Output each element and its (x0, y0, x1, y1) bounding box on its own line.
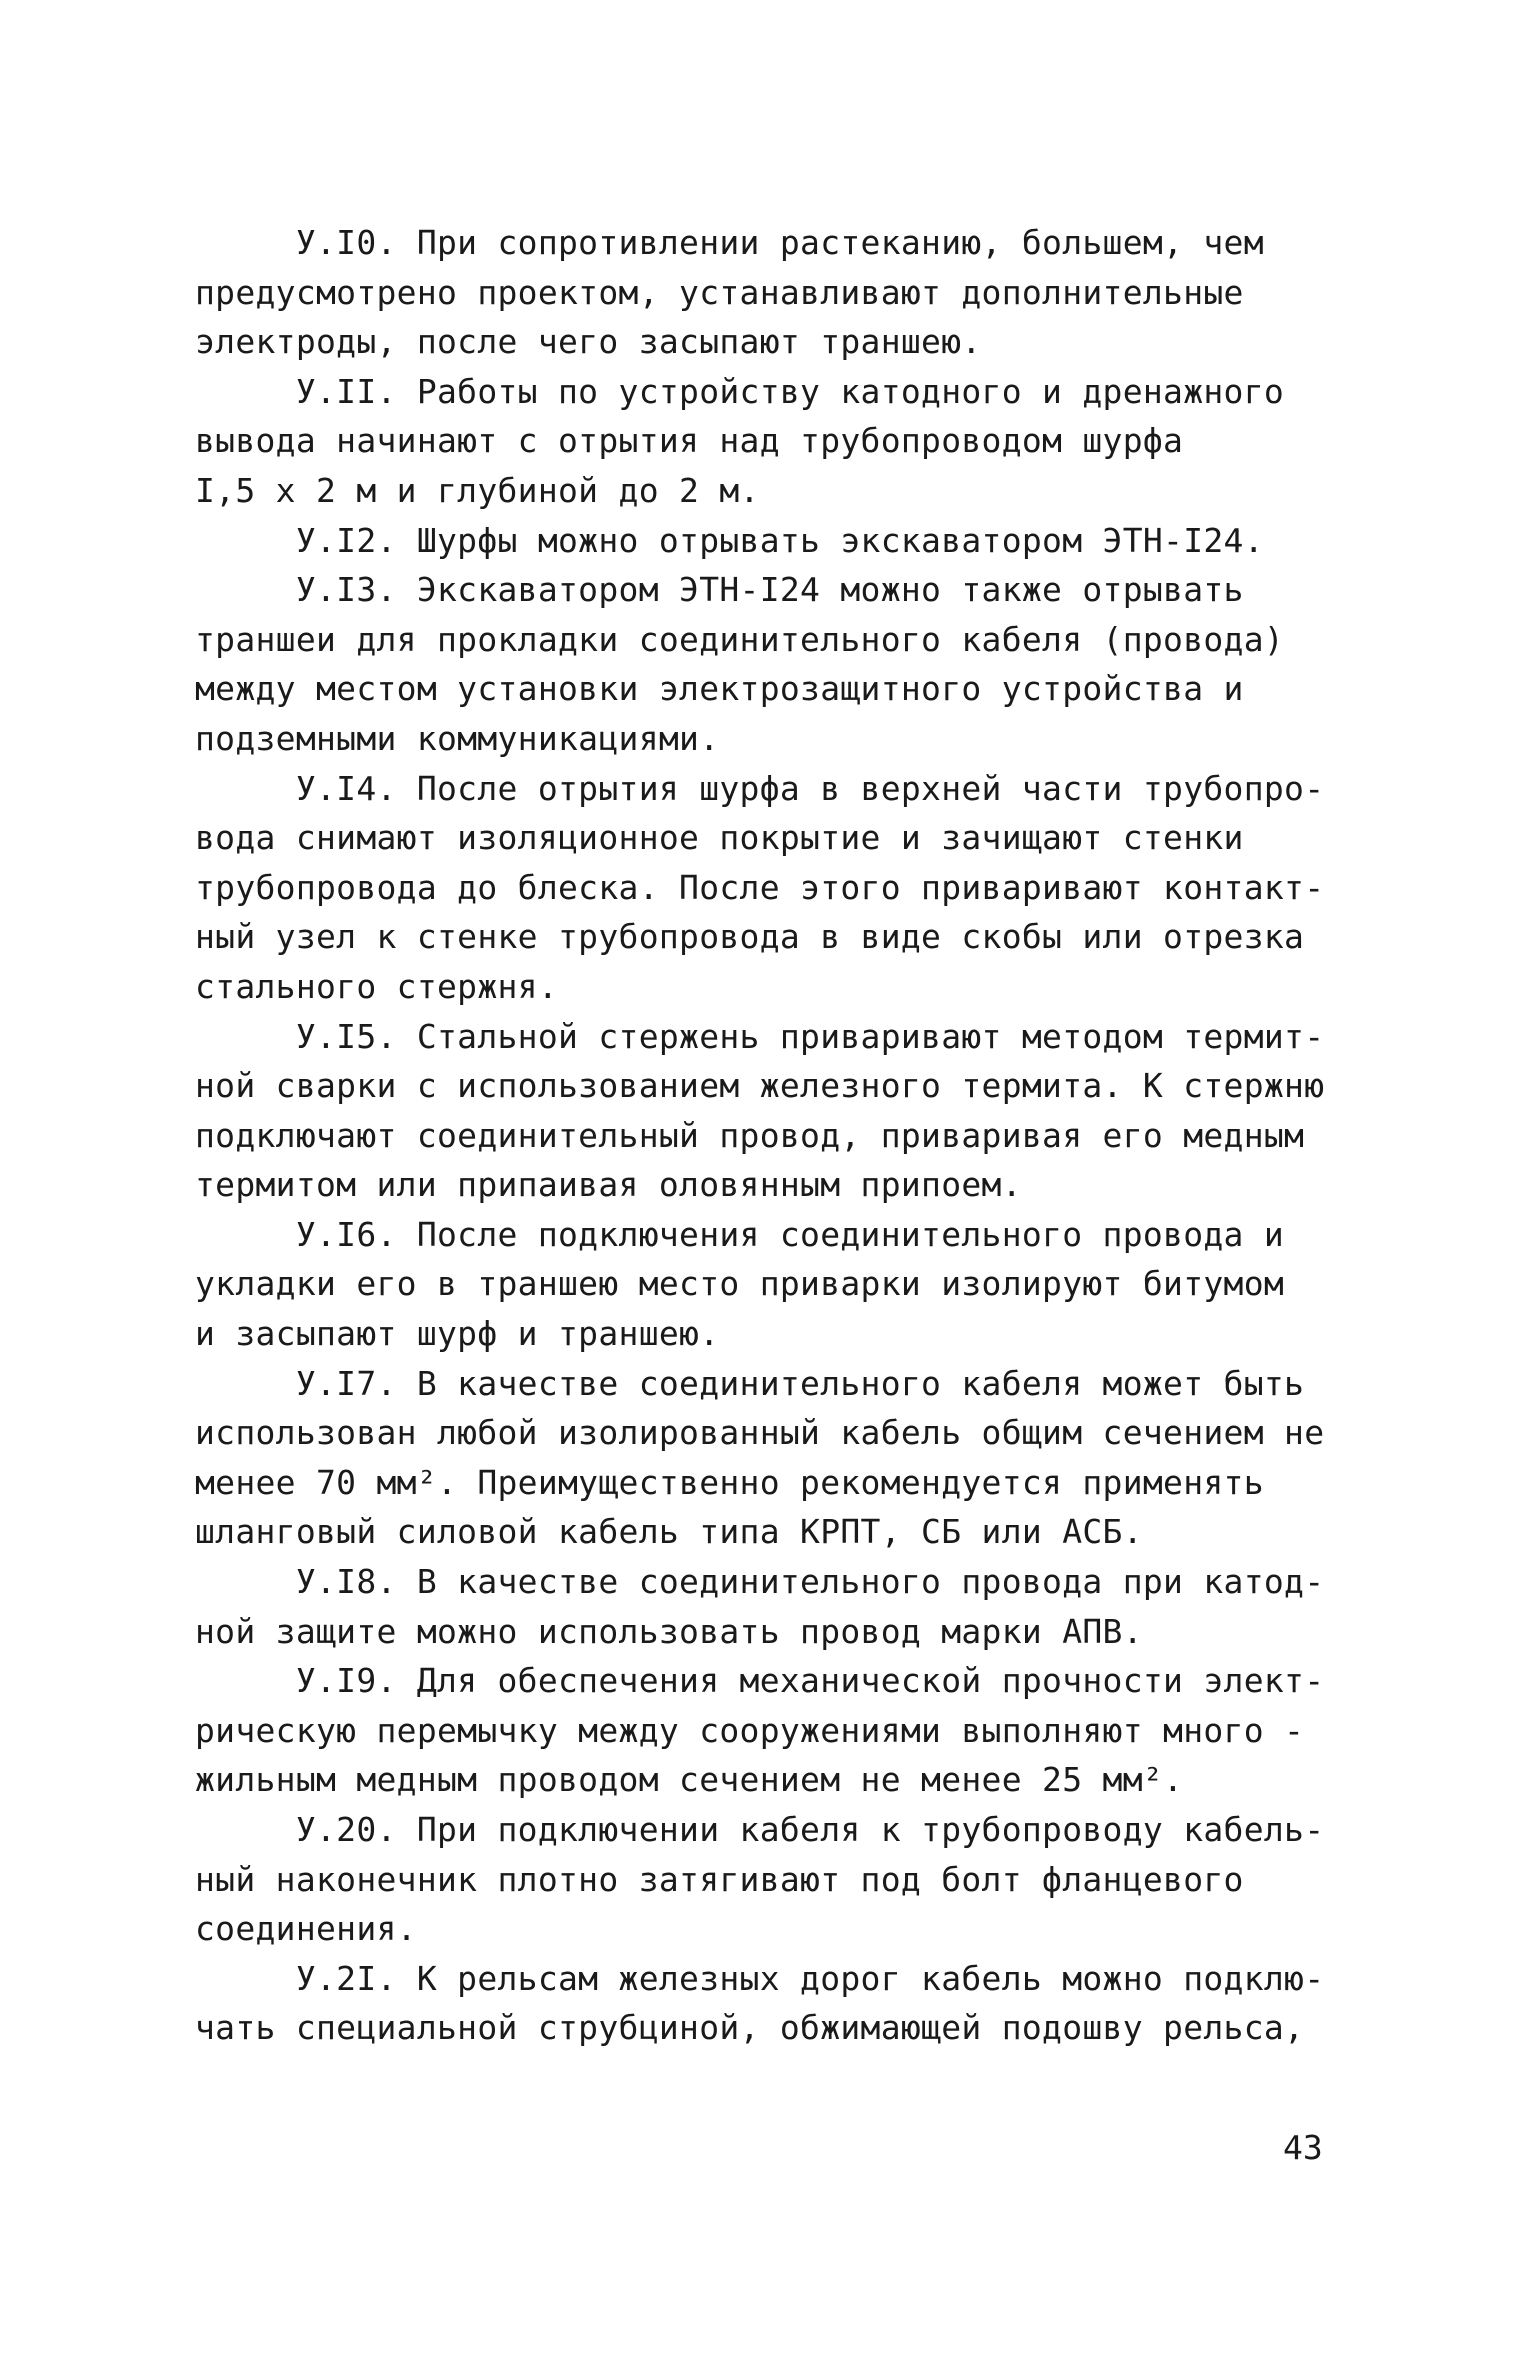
text-line: I,5 х 2 м и глубиной до 2 м. (195, 470, 760, 510)
text-line: вывода начинают с отрытия над трубопроводом шурфа (195, 421, 1184, 461)
text-line: У.I6. После подключения соединительного провода и (195, 1214, 1285, 1254)
paragraph (195, 1954, 1335, 2053)
paragraph (195, 1210, 1335, 1359)
text-line: термитом или припаивая оловянным припоем. (195, 1165, 1022, 1205)
text-line: и засыпают шурф и траншею. (195, 1314, 720, 1354)
page-number: 43 (1283, 2128, 1323, 2167)
text-line: предусмотрено проектом, устанавливают дополнительные (195, 272, 1244, 312)
text-line: У.I3. Экскаватором ЭТН-I24 можно также отрывать (195, 570, 1244, 610)
paragraph (195, 1012, 1335, 1210)
text-line: У.I9. Для обеспечения механической прочности элект- (195, 1661, 1325, 1701)
text-line: трубопровода до блеска. После этого приваривают контакт- (195, 867, 1325, 907)
text-line: подключают соединительный провод, приваривая его медным (195, 1115, 1305, 1155)
paragraph (195, 1557, 1335, 1656)
paragraph (195, 1656, 1335, 1805)
paragraph (195, 565, 1335, 763)
text-line: У.I0. При сопротивлении растеканию, большем, чем (195, 223, 1264, 262)
text-line: вода снимают изоляционное покрытие и зачищают стенки (195, 818, 1244, 858)
text-line: подземными коммуникациями. (195, 718, 720, 758)
paragraph (195, 516, 1335, 566)
text-line: ный наконечник плотно затягивают под болт фланцевого (195, 1859, 1244, 1899)
text-line: электроды, после чего засыпают траншею. (195, 322, 982, 362)
paragraph (195, 764, 1335, 1012)
text-line: стального стержня. (195, 966, 559, 1006)
paragraph (195, 1805, 1335, 1954)
text-line: траншеи для прокладки соединительного кабеля (провода) (195, 619, 1285, 659)
paragraph (195, 367, 1335, 516)
body-text (195, 218, 1335, 2053)
text-line: соединения. (195, 1909, 417, 1949)
text-line: чать специальной струбциной, обжимающей подошву рельса, (195, 2008, 1305, 2048)
text-line: ный узел к стенке трубопровода в виде скобы или отрезка (195, 917, 1305, 957)
text-line: рическую перемычку между сооружениями выполняют много - (195, 1710, 1305, 1750)
text-line: У.I4. После отрытия шурфа в верхней части трубопро- (195, 768, 1325, 808)
text-line: У.20. При подключении кабеля к трубопроводу кабель- (195, 1810, 1325, 1849)
paragraph (195, 218, 1335, 367)
text-line: между местом установки электрозащитного устройства и (195, 669, 1244, 709)
text-line: У.I8. В качестве соединительного провода при катод- (195, 1562, 1325, 1602)
paragraph (195, 1359, 1335, 1557)
text-line: У.I5. Стальной стержень приваривают методом термит- (195, 1016, 1325, 1056)
text-line: У.I2. Шурфы можно отрывать экскаватором ЭТН-I24. (195, 520, 1264, 560)
text-line: У.I7. В качестве соединительного кабеля может быть (195, 1363, 1305, 1403)
text-line: использован любой изолированный кабель общим сечением не (195, 1413, 1325, 1453)
text-line: У.2I. К рельсам железных дорог кабель можно подклю- (195, 1958, 1325, 1998)
text-line: укладки его в траншею место приварки изолируют битумом (195, 1264, 1285, 1304)
text-line: жильным медным проводом сечением не менее 25 мм². (195, 1760, 1184, 1800)
text-line: У.II. Работы по устройству катодного и дренажного (195, 371, 1285, 411)
text-line: ной сварки с использованием железного термита. К стержню (195, 1066, 1325, 1106)
text-line: шланговый силовой кабель типа КРПТ, СБ или АСБ. (195, 1512, 1143, 1552)
text-line: ной защите можно использовать провод марки АПВ. (195, 1611, 1143, 1651)
text-line: менее 70 мм². Преимущественно рекомендуется применять (195, 1462, 1264, 1502)
